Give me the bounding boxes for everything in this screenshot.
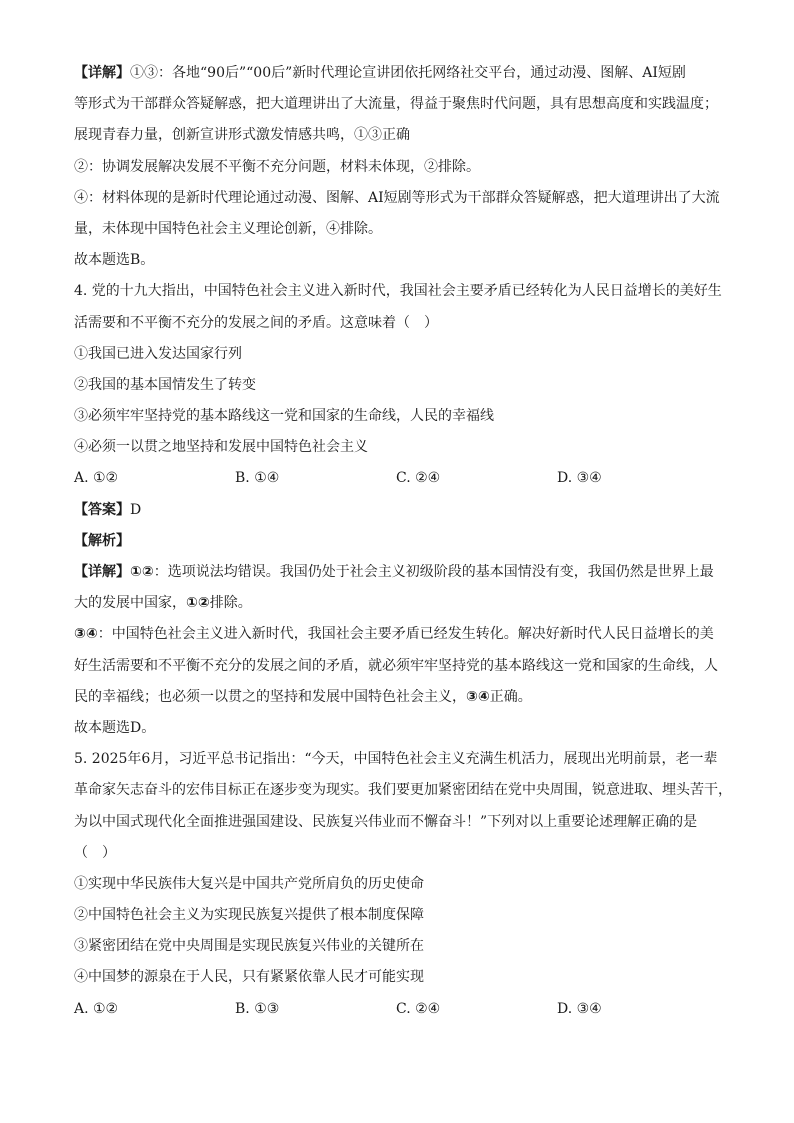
- q3-note-2: ②：协调发展解决发展不平衡不充分问题，材料未体现，②排除。: [74, 158, 480, 175]
- q5-statement-4: ④中国梦的源泉在于人民，只有紧紧依靠人民才可能实现: [74, 969, 424, 986]
- q4-option-d: D. ③④: [557, 470, 602, 487]
- q4-detail-b-line-2: 好生活需要和不平衡不充分的发展之间的矛盾，就必须牢牢坚持党的基本路线这一党和国家的生命线，人: [74, 657, 718, 674]
- q4-option-a: A. ①②: [74, 470, 119, 487]
- q5-stem-line-1: 5. 2025年6月，习近平总书记指出：“今天，中国特色社会主义充满生机活力，展现出光明前景，老一辈: [74, 751, 718, 768]
- q4-statement-1: ①我国已进入发达国家行列: [74, 345, 242, 362]
- q4-statement-3: ③必须牢牢坚持党的基本路线这一党和国家的生命线，人民的幸福线: [74, 408, 494, 425]
- q4-detail-a-line-1: 【详解】①②：选项说法均错误。我国仍处于社会主义初级阶段的基本国情没有变，我国仍然是世界上最: [74, 564, 714, 580]
- q4-statement-4: ④必须一以贯之地坚持和发展中国特色社会主义: [74, 439, 368, 456]
- q4-options: [74, 463, 734, 494]
- q4-stem-line-2: 活需要和不平衡不充分的发展之间的矛盾。这意味着（ ）: [74, 314, 438, 331]
- q5-stem-line-4: （ ）: [74, 844, 116, 861]
- q5-statement-1: ①实现中华民族伟大复兴是中国共产党所肩负的历史使命: [74, 875, 424, 892]
- q4-answer: [74, 495, 734, 526]
- q4-answer-label: 【答案】: [74, 501, 130, 518]
- q4-analysis: [74, 526, 734, 557]
- q4-conclusion: 故本题选D。: [74, 719, 156, 736]
- q3-detail-line-1: 【详解】①③：各地“90后”“00后”新时代理论宣讲团依托网络社交平台，通过动漫、图解、AI短剧: [74, 65, 686, 81]
- q3-note-4-line-2: 量，未体现中国特色社会主义理论创新，④排除。: [74, 220, 382, 237]
- q4-analysis-label: 【解析】: [74, 532, 130, 549]
- q4-answer-value: D: [130, 501, 142, 518]
- q5-option-a: A. ①②: [74, 1000, 119, 1017]
- q4-option-b: B. ①④: [235, 470, 280, 487]
- q5-options: [74, 994, 734, 1025]
- q4-detail-b-line-3: 民的幸福线；也必须一以贯之的坚持和发展中国特色社会主义，③④正确。: [74, 688, 532, 705]
- q4-detail-b-line-1: ③④：中国特色社会主义进入新时代，我国社会主要矛盾已经发生转化。解决好新时代人民日益增长的美: [74, 626, 714, 643]
- q4-detail-label: 【详解】: [74, 564, 130, 580]
- q4-statement-2: ②我国的基本国情发生了转变: [74, 376, 256, 393]
- q5-stem-line-3: 为以中国式现代化全面推进强国建设、民族复兴伟业而不懈奋斗！”下列对以上重要论述理解正确的是: [74, 813, 698, 830]
- q4-option-c: C. ②④: [396, 470, 441, 487]
- q5-statement-2: ②中国特色社会主义为实现民族复兴提供了根本制度保障: [74, 907, 424, 924]
- q3-detail-line-2: 等形式为干部群众答疑解惑，把大道理讲出了大流量，得益于聚焦时代问题，具有思想高度和实践温度；: [74, 96, 718, 113]
- q3-detail-line-3: 展现青春力量，创新宣讲形式激发情感共鸣，①③正确: [74, 127, 410, 144]
- q5-option-d: D. ③④: [557, 1000, 602, 1017]
- q5-option-b: B. ①③: [235, 1000, 280, 1017]
- q5-statement-3: ③紧密团结在党中央周围是实现民族复兴伟业的关键所在: [74, 938, 424, 955]
- q3-detail-label: 【详解】: [74, 65, 130, 81]
- q4-stem-line-1: 4. 党的十九大指出，中国特色社会主义进入新时代，我国社会主要矛盾已经转化为人民日益增长的美好生: [74, 283, 722, 300]
- q3-note-4-line-1: ④：材料体现的是新时代理论通过动漫、图解、AI短剧等形式为干部群众答疑解惑，把大道理讲出了大流: [74, 189, 720, 206]
- document-page: [74, 58, 734, 1025]
- q4-detail-a-line-2: 大的发展中国家，①②排除。: [74, 595, 252, 612]
- q5-stem-line-2: 革命家矢志奋斗的宏伟目标正在逐步变为现实。我们要更加紧密团结在党中央周围，锐意进取、埋头苦干，: [74, 782, 732, 799]
- q3-conclusion: 故本题选B。: [74, 252, 155, 269]
- q5-option-c: C. ②④: [396, 1000, 441, 1017]
